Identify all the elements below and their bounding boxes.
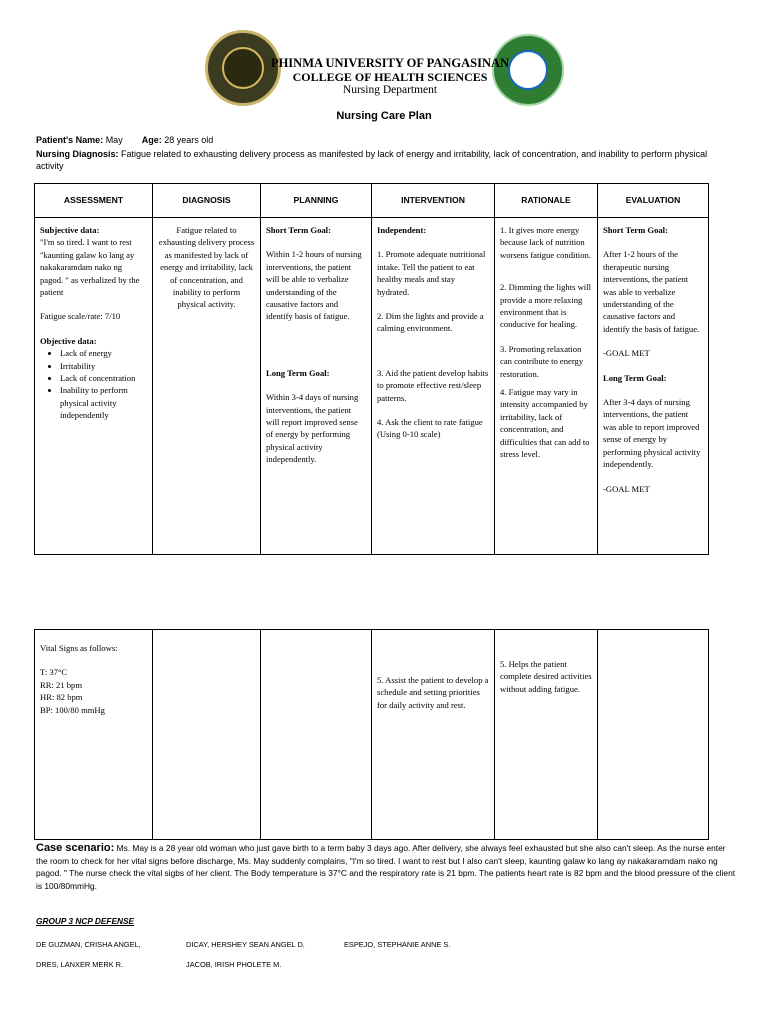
vitals-title: Vital Signs as follows: [40, 643, 118, 653]
patient-name: May [105, 135, 123, 145]
planning-long-title: Long Term Goal: [266, 367, 330, 378]
vital-temperature: T: 37°C [40, 667, 68, 678]
header-rationale: RATIONALE [495, 184, 598, 218]
objective-list [40, 347, 147, 421]
university-name: PHINMA UNIVERSITY OF PANGASINAN [270, 56, 510, 70]
planning-cell [261, 218, 372, 555]
header-diagnosis: DIAGNOSIS [153, 184, 261, 218]
table-row [35, 218, 709, 555]
patient-name-label: Patient's Name: [36, 135, 104, 145]
diagnosis-statement: Fatigue related to exhausting delivery process as manifested by lack of energy and irritability, lack of concentration, and inability to perform physical activity. [158, 225, 255, 310]
evaluation-short-status: -GOAL MET [603, 348, 650, 359]
list-item: • Irritability [60, 360, 147, 372]
header-intervention: INTERVENTION [372, 184, 495, 218]
objective-title: Objective data: [40, 335, 97, 346]
college-name: COLLEGE OF HEALTH SCIENCES [292, 70, 488, 84]
list-item: • Lack of energy [60, 347, 147, 359]
rationale-item: 3. Promoting relaxation can contribute to energy restoration. [500, 343, 584, 379]
intervention-cell [372, 630, 495, 840]
group-member: JACOB, IRISH PHOLETE M. [186, 960, 282, 969]
empty-cell [261, 630, 372, 840]
planning-short-title: Short Term Goal: [266, 225, 331, 235]
rationale-item: 5. Helps the patient complete desired activities without adding fatigue. [500, 659, 592, 694]
subjective-title: Subjective data: [40, 225, 100, 235]
intervention-item: 2. Dim the lights and provide a calming environment. [377, 311, 484, 334]
planning-long-text: Within 3-4 days of nursing interventions, the patient will report improved sense of energy by performing physical activity independently. [266, 392, 359, 465]
care-plan-table-continued [34, 629, 709, 840]
list-item: • Inability to perform physical activity independently [60, 384, 147, 421]
rationale-item: 4. Fatigue may vary in intensity accompanied by irritability, lack of concentration, and difficulties that can add to stress level. [500, 387, 590, 460]
evaluation-long-status: -GOAL MET [603, 483, 650, 494]
header-assessment: ASSESSMENT [35, 184, 153, 218]
evaluation-short-text: After 1-2 hours of the therapeutic nursing interventions, the patient was able to verbalize understanding of the causative factors and identify the basis of fatigue. [603, 249, 700, 334]
rationale-item: 2. Dimming the lights will provide a more relaxing environment that is conducive for healing. [500, 282, 591, 330]
group-title: GROUP 3 NCP DEFENSE [36, 916, 135, 926]
case-scenario [36, 842, 736, 892]
case-scenario-label: Case scenario: [36, 842, 115, 854]
empty-cell [153, 630, 261, 840]
case-scenario-text: Ms. May is a 28 year old woman who just gave birth to a term baby 3 days ago. After delivery, she always feel exhausted but she also can't sleep. As the nurse enter the room to check for her vital signs before discharge, Ms. May suddenly complains, "I'm so tired. I want to rest but I also can't sleep, kaunting galaw ko lang ay nakakaramdam nako ng pagod. " The nurse check the vital sigbs of her client. The Body temperature is 37°C and the respiratory rate is 21 bpm. The patients heart rate is 82 bpm and the blood pressure of the client is 100/80mmHg. [36, 843, 736, 891]
assessment-cell [35, 218, 153, 555]
nursing-diagnosis-line [36, 148, 736, 172]
group-member: DRES, LANXER MERK R. [36, 960, 124, 969]
list-item: • Lack of concentration [60, 372, 147, 384]
rationale-cell [495, 218, 598, 555]
vital-respiratory-rate: RR: 21 bpm [40, 679, 83, 690]
intervention-item: 3. Aid the patient develop habits to promote effective rest/sleep patterns. [377, 367, 489, 403]
care-plan-table [34, 183, 709, 555]
rationale-item: 1. It gives more energy because lack of nutrition worsens fatigue condition. [500, 225, 591, 260]
intervention-title: Independent: [377, 225, 427, 235]
evaluation-long-title: Long Term Goal: [603, 372, 667, 383]
subjective-text: "I'm so tired. I want to rest "kaunting galaw ko lang ay nakakaramdam nako ng pagod. " as verbalized by the patient [40, 237, 140, 298]
group-member: ESPEJO, STEPHANIE ANNE S. [344, 940, 451, 949]
group-member: DICAY, HERSHEY SEAN ANGEL D. [186, 940, 305, 949]
vitals-cell [35, 630, 153, 840]
diagnosis-text: Fatigue related to exhausting delivery process as manifested by lack of energy and irritability, lack of concentration, and inability to perform physical activity [36, 149, 708, 171]
fatigue-scale: Fatigue scale/rate: 7/10 [40, 311, 121, 322]
vital-heart-rate: HR: 82 bpm [40, 692, 83, 703]
empty-cell [598, 630, 709, 840]
table-header-row [35, 184, 709, 218]
intervention-cell [372, 218, 495, 555]
evaluation-cell [598, 218, 709, 555]
patient-age-label: Age: [141, 135, 162, 145]
patient-info-line [36, 134, 213, 146]
diagnosis-cell [153, 218, 261, 555]
planning-short-text: Within 1-2 hours of nursing interventions, the patient will be able to verbalize understanding of the causative factors and identify basis of fatigue. [266, 249, 362, 322]
evaluation-long-text: After 3-4 days of nursing interventions, the patient was able to report improved sense of energy by performing physical activity independently. [603, 397, 701, 470]
department-name: Nursing Department [342, 84, 438, 96]
patient-age: 28 years old [164, 135, 214, 145]
evaluation-short-title: Short Term Goal: [603, 225, 668, 235]
vital-blood-pressure: BP: 100/80 mmHg [40, 704, 105, 715]
header-planning: PLANNING [261, 184, 372, 218]
document-title: Nursing Care Plan [336, 110, 432, 122]
table-row [35, 630, 709, 840]
intervention-item: 5. Assist the patient to develop a schedule and setting priorities for daily activity and rest. [377, 675, 489, 710]
group-member: DE GUZMAN, CRISHA ANGEL, [36, 940, 141, 949]
diagnosis-label: Nursing Diagnosis: [36, 149, 119, 159]
intervention-item: 4. Ask the client to rate fatigue (Using 0-10 scale) [377, 417, 483, 440]
intervention-item: 1. Promote adequate nutritional intake. Tell the patient to eat healthy meals and stay hydrated. [377, 249, 486, 297]
header-evaluation: EVALUATION [598, 184, 709, 218]
rationale-cell [495, 630, 598, 840]
